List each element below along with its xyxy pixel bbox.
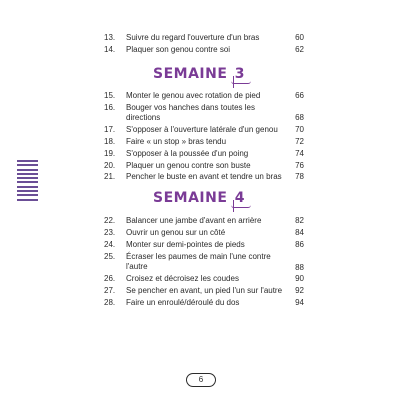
entry-title: Monter sur demi-pointes de pieds xyxy=(126,240,245,249)
entry-page: 78 xyxy=(295,172,304,181)
entry-page: 84 xyxy=(295,228,304,237)
entry-title: Ouvrir un genou sur un côté xyxy=(126,228,226,237)
week-heading-3 xyxy=(100,66,300,82)
entry-title: Suivre du regard l'ouverture d'un bras xyxy=(126,33,260,42)
entry-title: Balancer une jambe d'avant en arrière xyxy=(126,216,262,225)
entry-title: Faire un enroulé/déroulé du dos xyxy=(126,298,240,307)
entry-number: 14. xyxy=(104,45,116,54)
week-label: SEMAINE xyxy=(152,190,228,206)
entry-number: 23. xyxy=(104,228,116,237)
entry-page: 92 xyxy=(295,286,304,295)
entry-number: 19. xyxy=(104,149,116,158)
decorative-stripes xyxy=(17,160,38,203)
entry-page: 82 xyxy=(295,216,304,225)
entry-number: 27. xyxy=(104,286,116,295)
week-number: 3 xyxy=(234,66,246,82)
entry-page: 70 xyxy=(295,125,304,134)
entry-title: S'opposer à l'ouverture latérale d'un genou xyxy=(126,125,278,134)
entry-title: Plaquer son genou contre soi xyxy=(126,45,231,54)
entry-page: 60 xyxy=(295,33,304,42)
entry-page: 62 xyxy=(295,45,304,54)
week-label: SEMAINE xyxy=(152,66,228,82)
week-number: 4 xyxy=(234,190,246,206)
entry-title: Plaquer un genou contre son buste xyxy=(126,161,251,170)
entry-page: 86 xyxy=(295,240,304,249)
page-number: 6 xyxy=(186,373,216,387)
week-heading-4 xyxy=(100,190,300,206)
entry-number: 21. xyxy=(104,172,116,181)
entry-title: Se pencher en avant, un pied l'un sur l'autre xyxy=(126,286,283,295)
entry-page: 94 xyxy=(295,298,304,307)
entry-title: Faire « un stop » bras tendu xyxy=(126,137,227,146)
entry-number: 15. xyxy=(104,91,116,100)
entry-number: 17. xyxy=(104,125,116,134)
entry-title: Bouger vos hanches dans toutes les directions xyxy=(126,103,255,122)
entry-title: Monter le genou avec rotation de pied xyxy=(126,91,261,100)
entry-number: 18. xyxy=(104,137,116,146)
entry-page: 88 xyxy=(295,263,304,272)
entry-title: Croisez et décroisez les coudes xyxy=(126,274,239,283)
entry-page: 76 xyxy=(295,161,304,170)
entry-page: 72 xyxy=(295,137,304,146)
entry-page: 68 xyxy=(295,113,304,122)
entry-number: 16. xyxy=(104,103,116,112)
entry-page: 90 xyxy=(295,274,304,283)
entry-title: Écraser les paumes de main l'une contre l'autre xyxy=(126,252,271,271)
entry-number: 24. xyxy=(104,240,116,249)
entry-number: 22. xyxy=(104,216,116,225)
entry-number: 28. xyxy=(104,298,116,307)
entry-page: 66 xyxy=(295,91,304,100)
entry-number: 25. xyxy=(104,252,116,261)
entry-title: S'opposer à la poussée d'un poing xyxy=(126,149,249,158)
entry-number: 26. xyxy=(104,274,116,283)
entry-number: 13. xyxy=(104,33,116,42)
entry-number: 20. xyxy=(104,161,116,170)
entry-page: 74 xyxy=(295,149,304,158)
entry-title: Pencher le buste en avant et tendre un bras xyxy=(126,172,282,181)
